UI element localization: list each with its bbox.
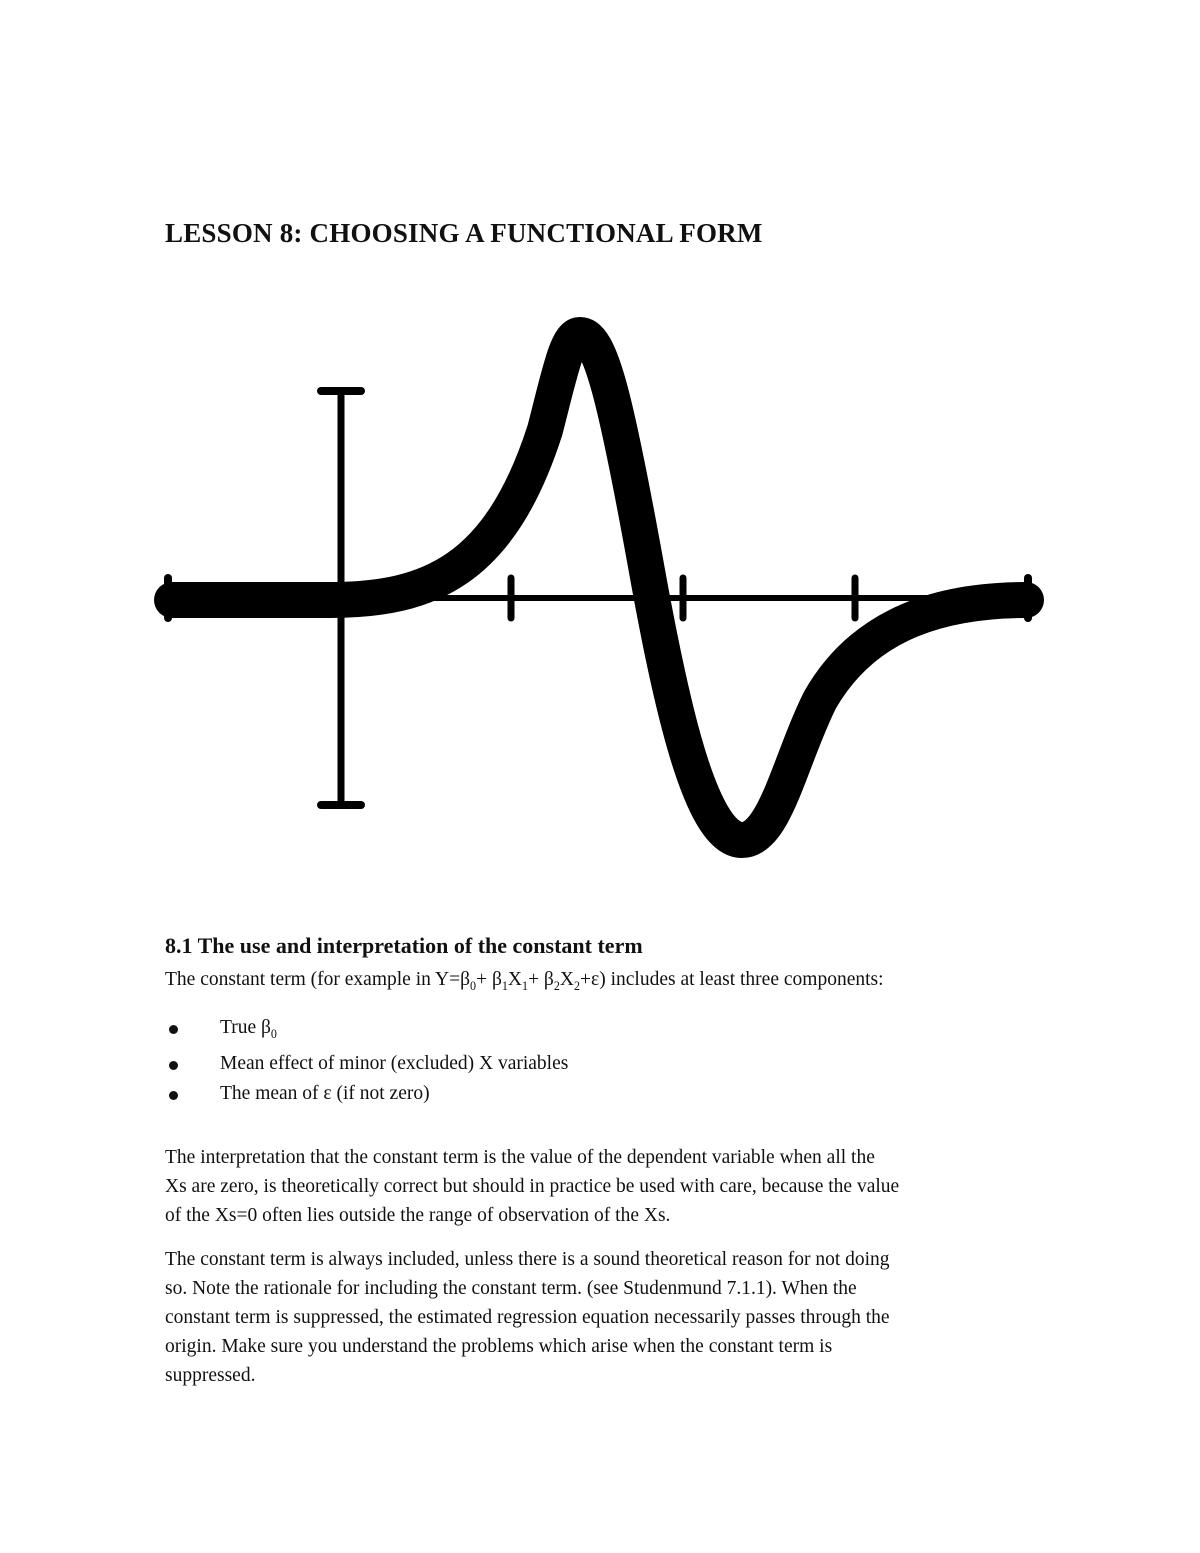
bullet-icon	[169, 1061, 178, 1070]
constant-term-paragraph	[165, 1245, 890, 1390]
regression-equation	[435, 969, 600, 993]
list-item-subscript: 0	[270, 1026, 277, 1041]
paragraph-line: constant term is suppressed, the estimated regression equation necessarily passes through the	[165, 1307, 890, 1328]
equation-part: + β	[476, 969, 502, 990]
paragraph-line: The interpretation that the constant term is the value of the dependent variable when all the	[165, 1147, 875, 1168]
list-item	[165, 1079, 568, 1109]
list-item	[165, 1049, 568, 1079]
list-item	[165, 1013, 568, 1049]
section-heading: 8.1 The use and interpretation of the constant term	[165, 933, 643, 958]
list-item-text: True β	[220, 1017, 271, 1038]
intro-text-before: The constant term (for example in	[165, 969, 436, 990]
equation-subscript: 0	[470, 978, 477, 993]
paragraph-line: of the Xs=0 often lies outside the range of observation of the Xs.	[165, 1205, 671, 1226]
list-item-text: Mean effect of minor (excluded) X variables	[220, 1052, 569, 1074]
components-list	[165, 1013, 568, 1109]
equation-subscript: 1	[501, 978, 508, 993]
curve-line	[172, 335, 1026, 840]
equation-subscript: 1	[522, 978, 529, 993]
intro-text-after: ) includes at least three components:	[599, 969, 884, 990]
paragraph-line: origin. Make sure you understand the problems which arise when the constant term is	[165, 1336, 833, 1357]
equation-part: +ε	[580, 969, 600, 990]
equation-subscript: 2	[574, 978, 581, 993]
equation-part: X	[507, 969, 523, 990]
list-item-text: The mean of ε (if not zero)	[220, 1082, 430, 1104]
equation-part: X	[559, 969, 574, 990]
page-title: LESSON 8: CHOOSING A FUNCTIONAL FORM	[165, 218, 763, 248]
bullet-icon	[169, 1091, 178, 1100]
paragraph-line: suppressed.	[165, 1365, 256, 1386]
paragraph-line: Xs are zero, is theoretically correct but should in practice be used with care, because the value	[165, 1176, 900, 1197]
paragraph-line: so. Note the rationale for including the constant term. (see Studenmund 7.1.1). When the	[165, 1278, 857, 1299]
intro-sentence	[165, 965, 884, 1001]
equation-part: Y=β	[435, 969, 471, 990]
paragraph-line: The constant term is always included, unless there is a sound theoretical reason for not doing	[165, 1249, 890, 1270]
equation-subscript: 2	[553, 978, 560, 993]
interpretation-paragraph	[165, 1143, 899, 1230]
equation-part: + β	[528, 969, 554, 990]
bullet-icon	[169, 1025, 178, 1034]
